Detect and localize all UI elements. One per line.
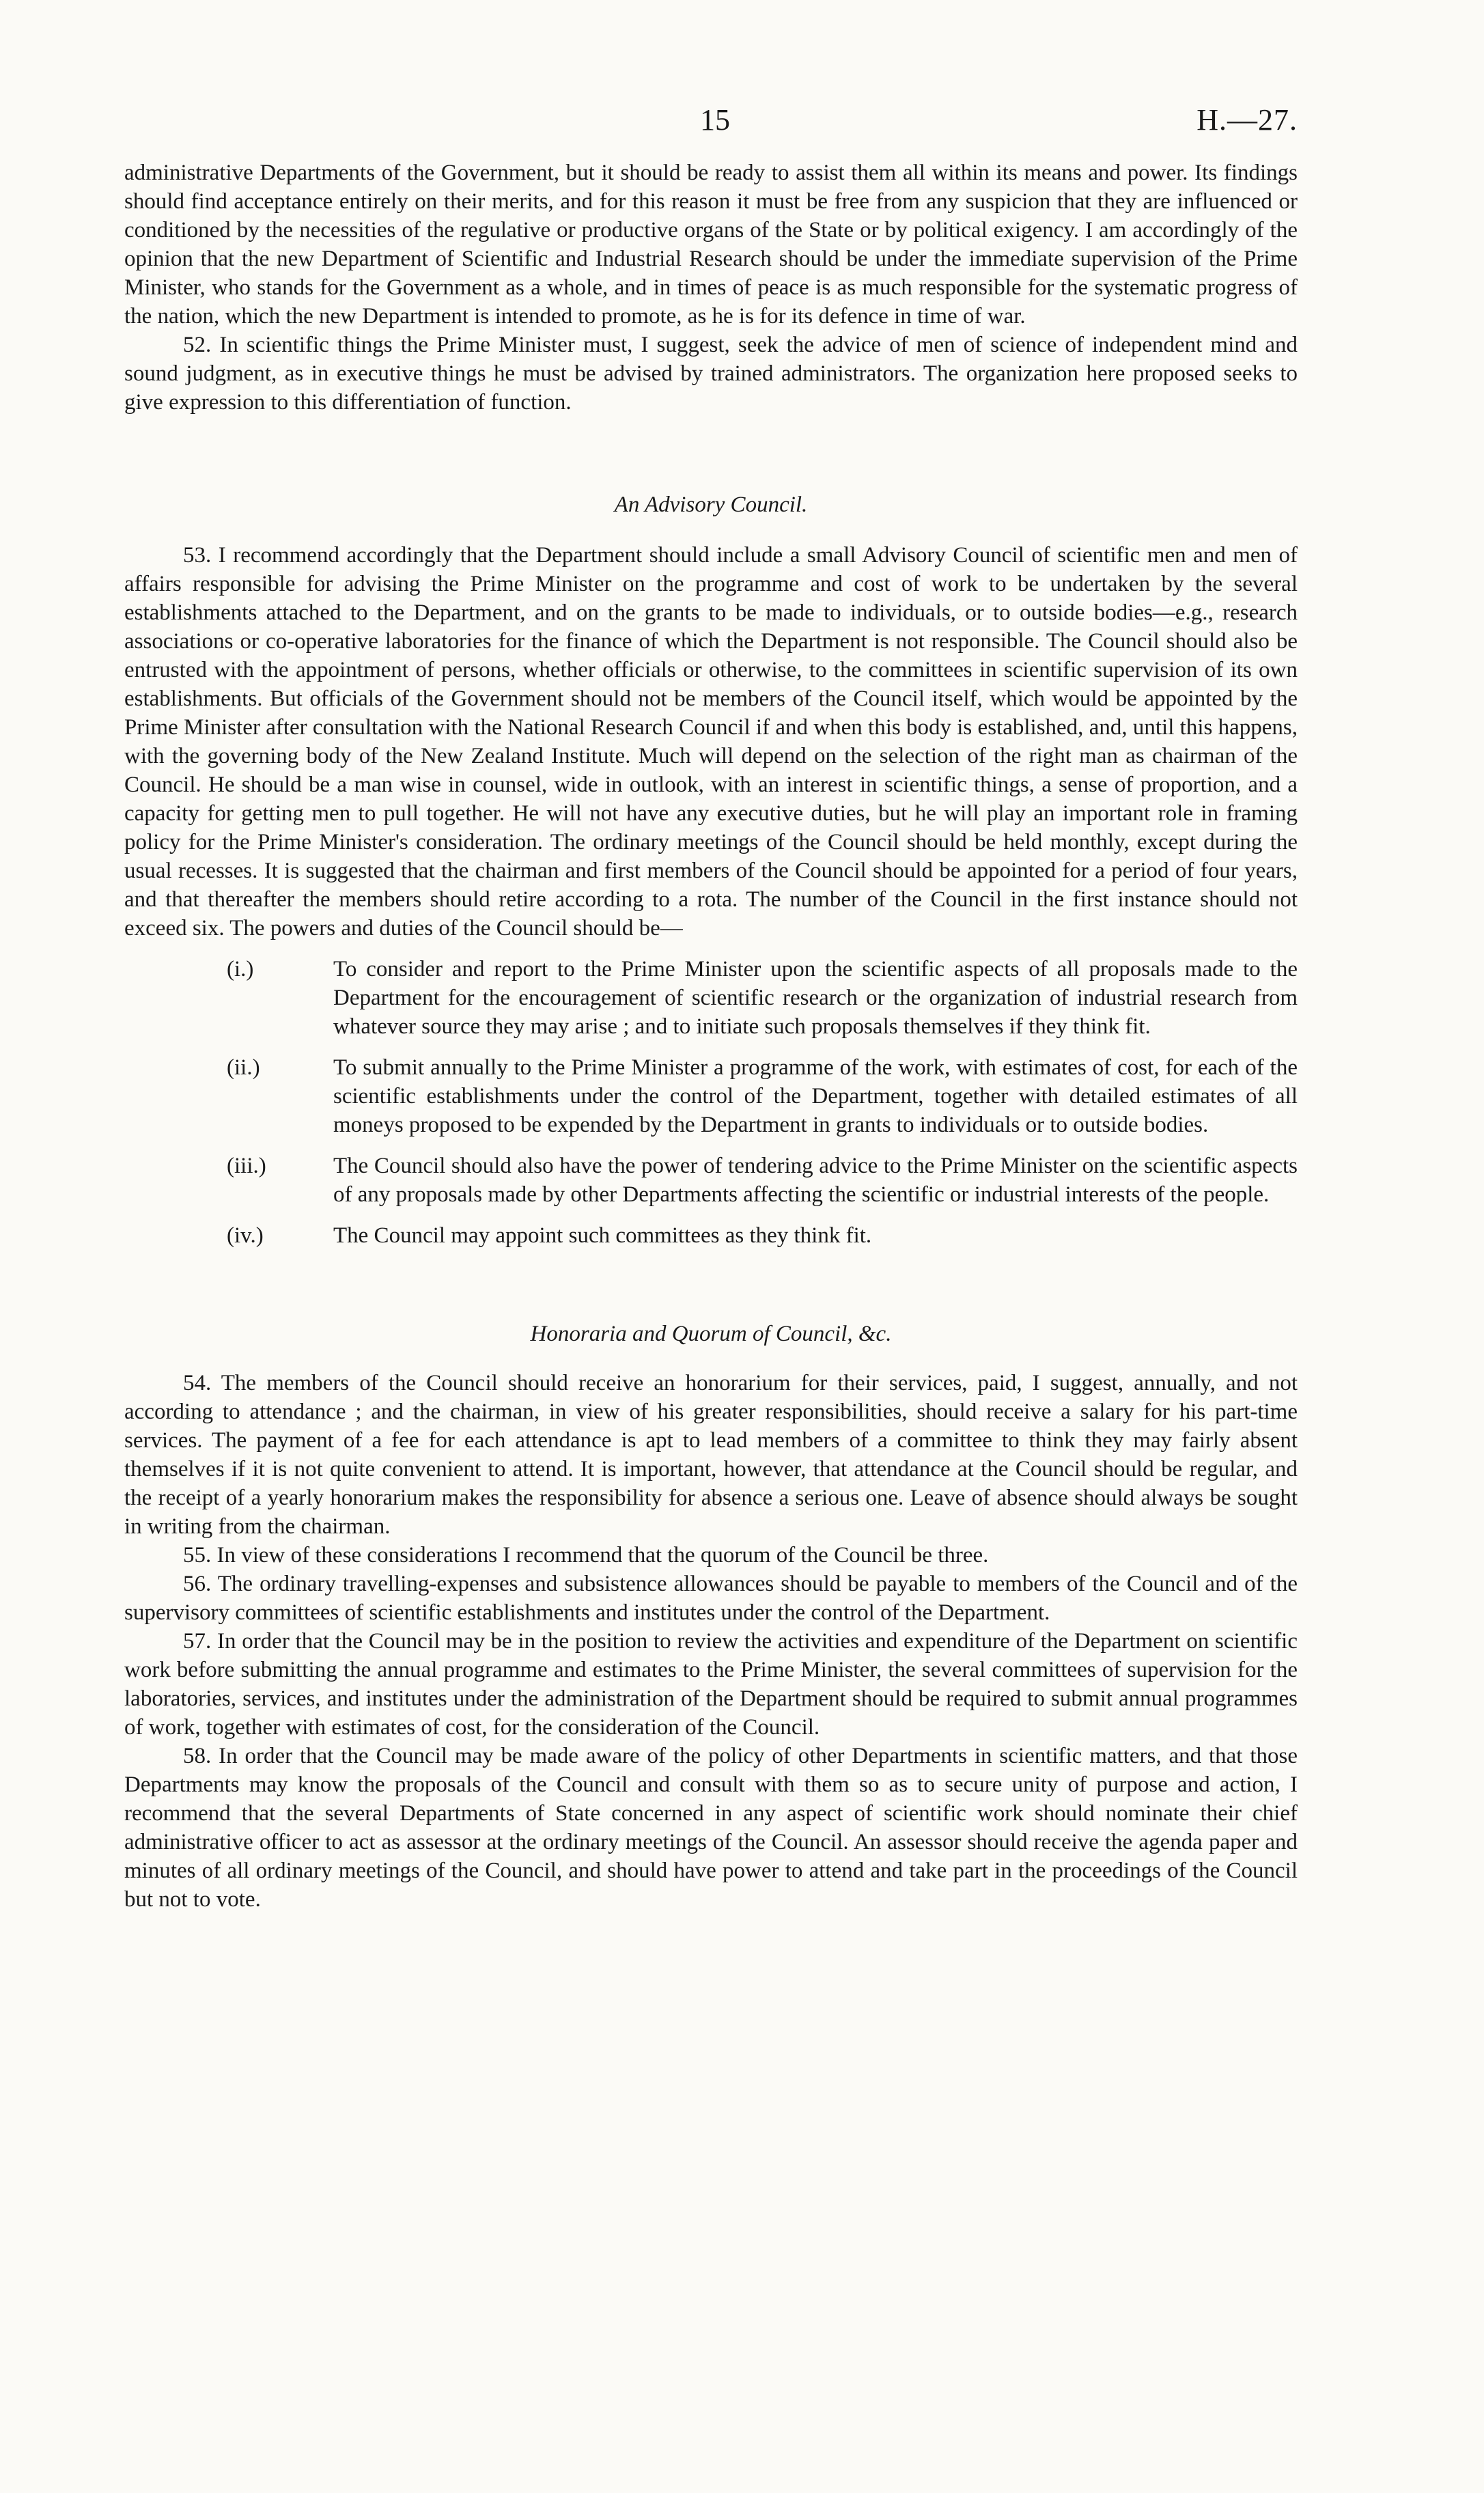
- paragraph-58: 58. In order that the Council may be made aware of the policy of other Departments in scientific matters, and that those Departments may know the proposals of the Council and consult with them so as to secure unity of purpose and action, I recommend that the several Departments of State concerned in any aspect of scientific work should nominate their chief administrative officer to act as assessor at the ordinary meetings of the Council. An assessor should receive the agenda paper and minutes of all ordinary meetings of the Council, and should have power to attend and take part in the proceedings of the Council but not to vote.: [124, 1744, 1298, 1912]
- page-body: [124, 158, 1298, 1914]
- paragraph-52: 52. In scientific things the Prime Minister must, I suggest, seek the advice of men of science of independent mind and sound judgment, as in executive things he must be advised by trained administrators. The organization here proposed seeks to give expression to this differentiation of function.: [124, 333, 1298, 415]
- duty-text: To submit annually to the Prime Minister a programme of the work, with estimates of cost, for each of the scientific establishments under the control of the Department, together with detailed estimates of all moneys proposed to be expended by the Department in grants to individuals or to outside bodies.: [333, 1055, 1298, 1137]
- duty-text: The Council should also have the power of tendering advice to the Prime Minister on the scientific aspects of any proposals made by other Departments affecting the scientific or industrial interests of the people.: [333, 1154, 1298, 1207]
- section-heading-advisory-council: An Advisory Council.: [614, 492, 808, 517]
- paragraph-57: 57. In order that the Council may be in the position to review the activities and expenditure of the Department on scientific work before submitting the annual programme and estimates to the Prime Minister, the several committees of supervision for the laboratories, services, and institutes under the administration of the Department should be required to submit annual programmes of work, together with estimates of cost, for the consideration of the Council.: [124, 1629, 1298, 1740]
- continuation-paragraph: administrative Departments of the Government, but it should be ready to assist them all within its means and power. Its findings should find acceptance entirely on their merits, and for this reason it must be free from any suspicion that they are influenced or conditioned by the necessities of the regulative or productive organs of the State or by political exigency. I am accordingly of the opinion that the new Department of Scientific and Industrial Research should be under the immediate supervision of the Prime Minister, who stands for the Government as a whole, and in times of peace is as much responsible for the systematic progress of the nation, which the new Department is intended to promote, as he is for its defence in time of war.: [124, 161, 1298, 329]
- duty-item: [124, 1053, 1298, 1139]
- duty-text: To consider and report to the Prime Minister upon the scientific aspects of all proposals made to the Department for the encouragement of scientific research or the organization of industrial research from whatever source they may arise ; and to initiate such proposals themselves if they think fit.: [333, 957, 1298, 1039]
- paragraph-55: 55. In view of these considerations I recommend that the quorum of the Council be three.: [183, 1543, 989, 1568]
- duty-item: [124, 1152, 1298, 1209]
- duty-number: (iii.): [227, 1154, 266, 1178]
- paragraph-53: 53. I recommend accordingly that the Department should include a small Advisory Council of scientific men and men of affairs responsible for advising the Prime Minister on the programme and cost of work to be undertaken by the several establishments attached to the Department, and on the grants to be made to individuals, or to outside bodies—e.g., research associations or co-operative laboratories for the finance of which the Department is not responsible. The Council should also be entrusted with the appointment of persons, whether officials or otherwise, to the committees in scientific supervision of its own establishments. But officials of the Government should not be members of the Council itself, which would be appointed by the Prime Minister after consultation with the National Research Council if and when this body is established, and, until this happens, with the governing body of the New Zealand Institute. Much will depend on the selection of the right man as chairman of the Council. He should be a man wise in counsel, wide in outlook, with an interest in scientific things, a sense of proportion, and a capacity for getting men to pull together. He will not have any executive duties, but he will play an important role in framing policy for the Prime Minister's consideration. The ordinary meetings of the Council should be held monthly, except during the usual recesses. It is suggested that the chairman and first members of the Council should be appointed for a period of four years, and that thereafter the members should retire according to a rota. The number of the Council in the first instance should not exceed six. The powers and duties of the Council should be—: [124, 543, 1298, 941]
- paragraph-56: 56. The ordinary travelling-expenses and subsistence allowances should be payable to members of the Council and of the supervisory committees of scientific establishments and institutes under the control of the Department.: [124, 1572, 1298, 1625]
- duty-number: (ii.): [227, 1055, 260, 1080]
- duty-item: [124, 955, 1298, 1041]
- section-heading-honoraria: Honoraria and Quorum of Council, &c.: [530, 1322, 892, 1346]
- page-number: 15: [700, 103, 730, 137]
- council-duties-list: [124, 955, 1298, 1250]
- duty-number: (i.): [227, 957, 254, 981]
- duty-text: The Council may appoint such committees as they think fit.: [333, 1223, 872, 1248]
- document-reference: H.—27.: [1196, 103, 1298, 137]
- duty-number: (iv.): [227, 1223, 264, 1248]
- page-header: [0, 102, 1484, 143]
- duty-item: [124, 1221, 1298, 1250]
- paragraph-54: 54. The members of the Council should receive an honorarium for their services, paid, I suggest, annually, and not according to attendance ; and the chairman, in view of his greater responsibilities, should receive a salary for his part-time services. The payment of a fee for each attendance is apt to lead members of a committee to think they may fairly absent themselves if it is not quite convenient to attend. It is important, however, that attendance at the Council should be regular, and the receipt of a yearly honorarium makes the responsibility for absence a serious one. Leave of absence should always be sought in writing from the chairman.: [124, 1371, 1298, 1539]
